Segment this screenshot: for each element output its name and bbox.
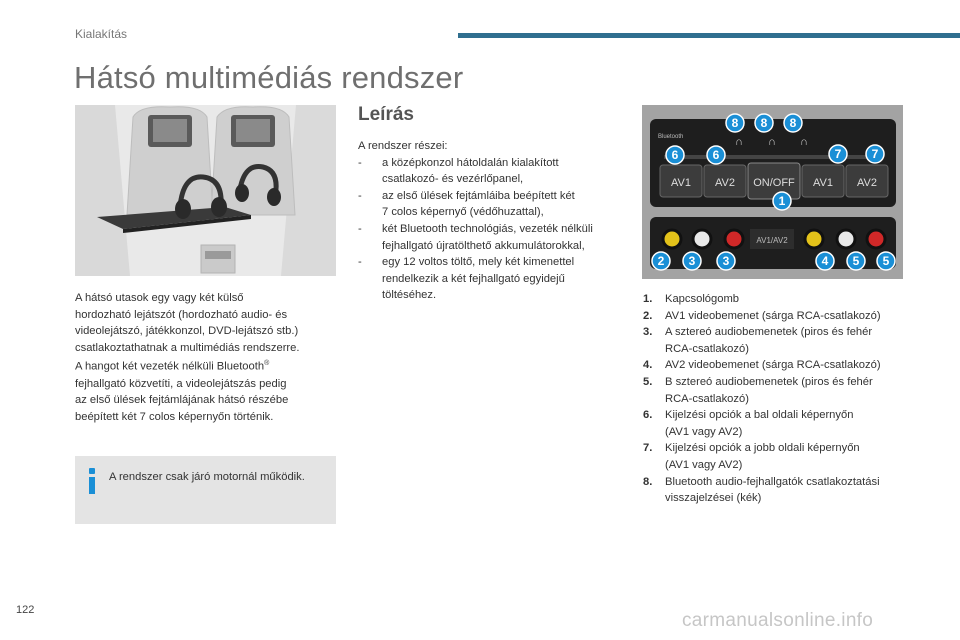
callout-8: 8 <box>731 116 739 130</box>
bluetooth-label: Bluetooth <box>658 134 684 140</box>
av2-left-label: AV2 <box>715 177 735 189</box>
white-rca-jack <box>693 230 711 248</box>
description <box>358 138 630 304</box>
header-accent-bar <box>458 33 960 38</box>
page-number: 122 <box>16 604 35 616</box>
callout-5: 5 <box>882 254 890 268</box>
red-rca-jack <box>867 230 885 248</box>
description-lead: A rendszer részei: <box>358 140 448 152</box>
av1-left-label: AV1 <box>671 177 691 189</box>
page-title: Hátsó multimédiás rendszer <box>74 60 464 95</box>
av-select-label: AV1/AV2 <box>756 236 788 245</box>
info-text: A rendszer csak járó motornál működik. <box>109 471 305 483</box>
callout-7: 7 <box>834 147 842 161</box>
list-item: - egy 12 voltos töltő, mely két kimenettel rendelkezik a két fejhallgató egyidejű töltéséhez. <box>358 254 630 304</box>
headphone-icon: ∩ <box>735 136 743 148</box>
rear-seats-photo <box>75 105 336 276</box>
callout-6: 6 <box>671 148 679 162</box>
legend-item: 6. Kijelzési opciók a bal oldali képernyőn (AV1 vagy AV2) <box>643 409 854 438</box>
info-icon <box>87 468 97 494</box>
callout-8: 8 <box>789 116 797 130</box>
intro-paragraph: A hátsó utasok egy vagy két külső hordozható lejátszót (hordozható audio- és videolejátszó, játékkonzol, DVD-lejátszó stb.) csatlakoztathatnak a multimédiás rendszerre. A hangot két vezeték nélküli Bluetooth® fejhallgató közvetíti, a videolejátszás pedig az első ülések fejtámlájának hátsó részébe beépített két 7 colos képernyőn történik. <box>75 292 300 423</box>
legend-item: 2. AV1 videobemenet (sárga RCA-csatlakozó) <box>643 309 881 322</box>
callout-7: 7 <box>871 147 879 161</box>
legend-item: 3. A sztereó audiobemenetek (piros és fehér RCA-csatlakozó) <box>643 326 873 355</box>
section-label: Kialakítás <box>75 27 128 41</box>
legend <box>643 291 913 507</box>
on-off-label: ON/OFF <box>753 177 795 189</box>
control-panel-photo <box>642 105 903 279</box>
av1-right-label: AV1 <box>813 177 833 189</box>
legend-item: 5. B sztereó audiobemenetek (piros és fehér RCA-csatlakozó) <box>643 375 873 405</box>
list-item: - az első ülések fejtámláiba beépített két 7 colos képernyő (védőhuzattal), <box>358 188 630 221</box>
legend-item: 4. AV2 videobemenet (sárga RCA-csatlakozó) <box>643 359 881 372</box>
legend-item: 1. Kapcsológomb <box>643 293 740 305</box>
callout-1: 1 <box>778 194 786 208</box>
red-rca-jack <box>725 230 743 248</box>
callout-3: 3 <box>688 254 696 268</box>
description-title: Leírás <box>358 104 414 125</box>
legend-item: 7. Kijelzési opciók a jobb oldali képernyőn (AV1 vagy AV2) <box>643 442 860 471</box>
callout-8: 8 <box>760 116 768 130</box>
av2-right-label: AV2 <box>857 177 877 189</box>
legend-item: 8. Bluetooth audio-fejhallgatók csatlakoztatási visszajelzései (kék) <box>643 475 880 505</box>
headphone-icon: ∩ <box>768 136 776 148</box>
callout-4: 4 <box>821 254 829 268</box>
info-box <box>75 456 336 524</box>
callout-6: 6 <box>712 148 720 162</box>
callout-3: 3 <box>722 254 730 268</box>
callout-5: 5 <box>852 254 860 268</box>
yellow-rca-jack <box>663 230 681 248</box>
white-rca-jack <box>837 230 855 248</box>
list-item: - a középkonzol hátoldalán kialakított csatlakozó- és vezérlőpanel, <box>358 155 630 188</box>
list-item: - két Bluetooth technológiás, vezeték nélküli fejhallgató újratölthető akkumulátorokkal, <box>358 221 630 254</box>
watermark: carmanualsonline.info <box>682 610 874 631</box>
callout-2: 2 <box>657 254 665 268</box>
headphone-icon: ∩ <box>800 136 808 148</box>
registered-mark: ® <box>264 360 270 368</box>
yellow-rca-jack <box>805 230 823 248</box>
